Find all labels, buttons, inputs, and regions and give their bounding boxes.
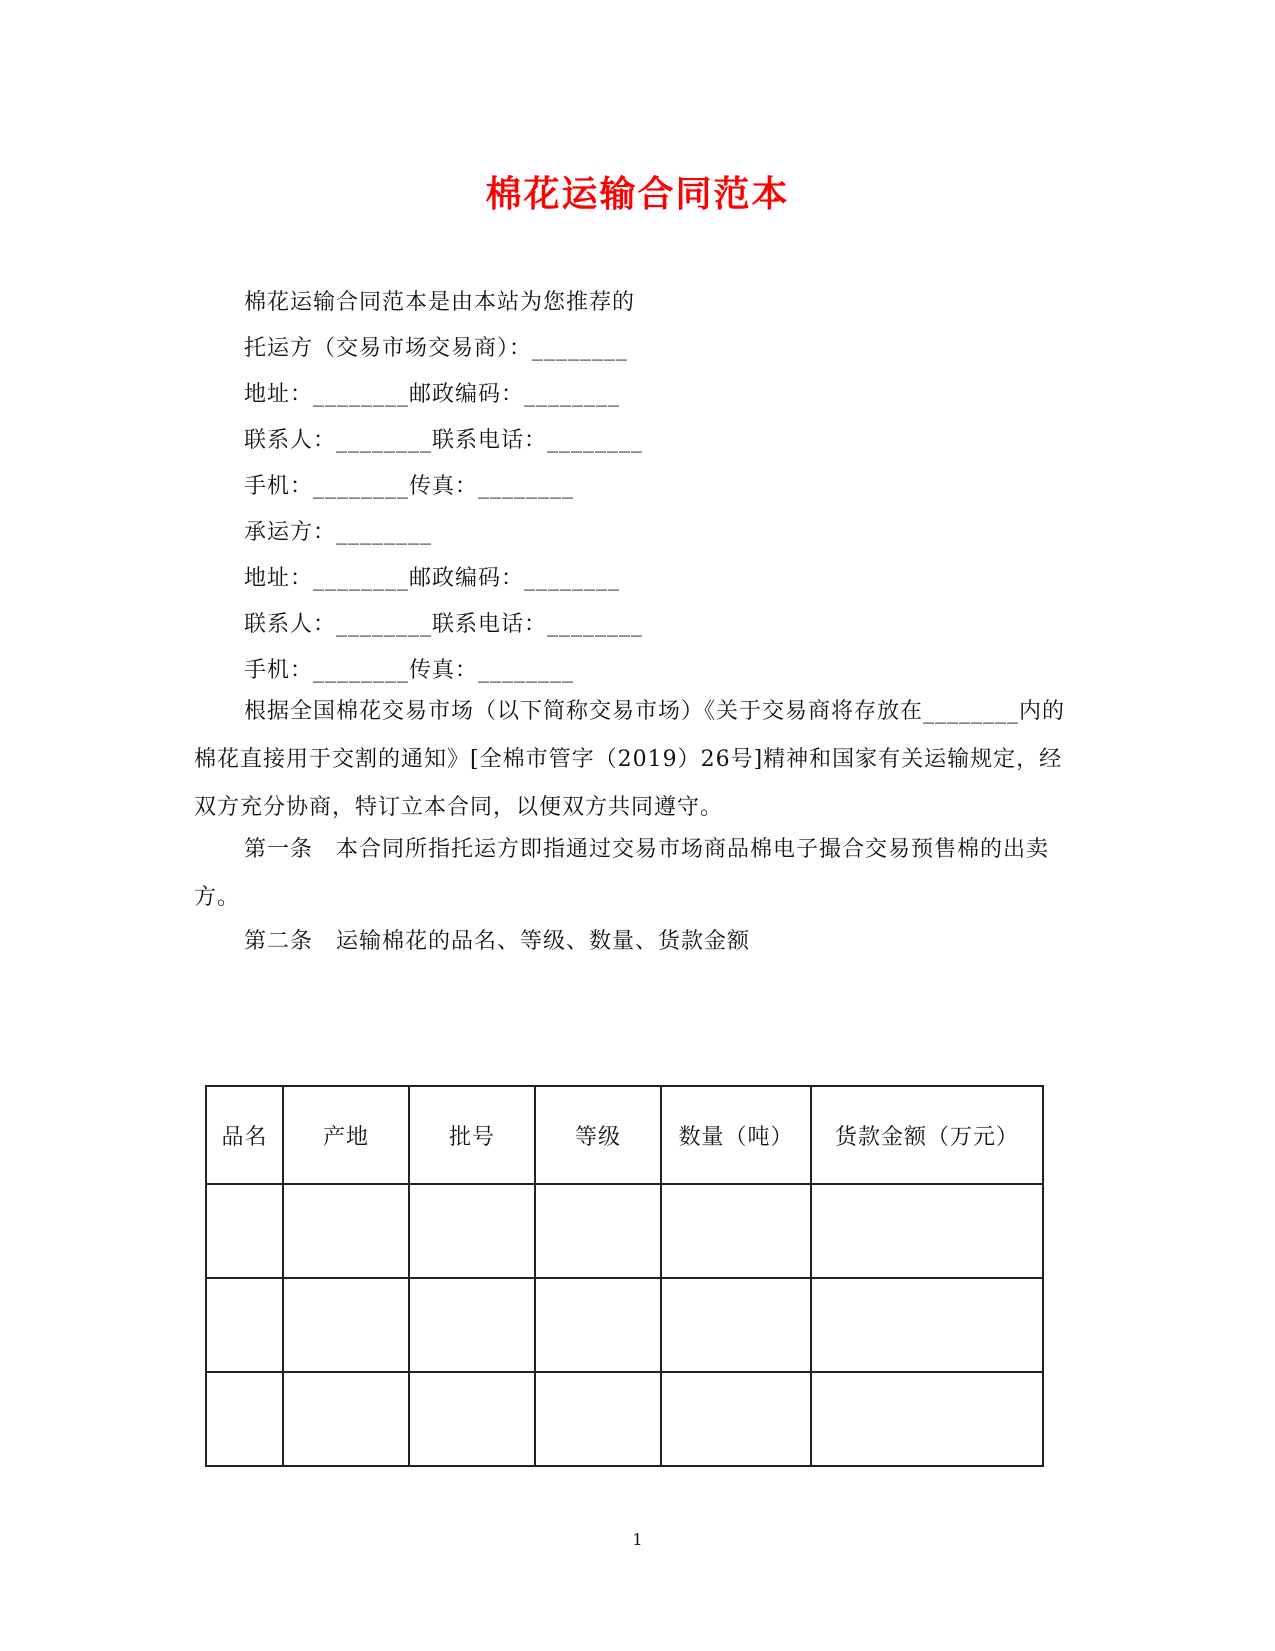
carrier-header: 承运方：________ [244, 520, 433, 545]
table-cell [283, 1372, 409, 1466]
table-cell [535, 1184, 661, 1278]
table-cell [409, 1184, 535, 1278]
header-grade: 等级 [535, 1086, 661, 1184]
article-1: 第一条 本合同所指托运方即指通过交易市场商品棉电子撮合交易预售棉的出卖方。 [194, 837, 1050, 910]
table-cell [206, 1278, 283, 1372]
table-cell [283, 1184, 409, 1278]
table-row [206, 1184, 1043, 1278]
table-cell [535, 1372, 661, 1466]
table-cell [283, 1278, 409, 1372]
table-cell [409, 1278, 535, 1372]
table-cell [535, 1278, 661, 1372]
basis-paragraph: 根据全国棉花交易市场（以下简称交易市场）《关于交易商将存放在________内的棉花直接用于交割的通知》[全棉市管字（2019）26号]精神和国家有关运输规定，经双方充分协商，特订立本合同，以便双方共同遵守。 [194, 699, 1066, 820]
intro-line: 棉花运输合同范本是由本站为您推荐的 [244, 290, 636, 315]
table-cell [206, 1184, 283, 1278]
shipper-phone: 手机：________传真：________ [244, 474, 575, 499]
table-cell [811, 1184, 1043, 1278]
carrier-phone: 手机：________传真：________ [244, 658, 575, 683]
header-product-name: 品名 [206, 1086, 283, 1184]
table-cell [409, 1372, 535, 1466]
table-cell [661, 1278, 811, 1372]
table-cell [206, 1372, 283, 1466]
table-header-row [206, 1086, 1043, 1184]
table-cell [811, 1278, 1043, 1372]
table-row [206, 1372, 1043, 1466]
table-cell [661, 1372, 811, 1466]
table-cell [811, 1372, 1043, 1466]
carrier-address: 地址：________邮政编码：________ [244, 566, 621, 591]
document-title: 棉花运输合同范本 [485, 173, 790, 215]
article-2: 第二条 运输棉花的品名、等级、数量、货款金额 [244, 929, 751, 954]
page-number: 1 [632, 1530, 643, 1549]
table-row [206, 1278, 1043, 1372]
shipper-header: 托运方（交易市场交易商）：________ [244, 336, 629, 361]
cotton-table [205, 1085, 1030, 1467]
header-amount: 货款金额（万元） [811, 1086, 1043, 1184]
shipper-address: 地址：________邮政编码：________ [244, 382, 621, 407]
table-cell [661, 1184, 811, 1278]
header-quantity: 数量（吨） [661, 1086, 811, 1184]
shipper-contact: 联系人：________联系电话：________ [244, 428, 644, 453]
carrier-contact: 联系人：________联系电话：________ [244, 612, 644, 637]
header-batch-number: 批号 [409, 1086, 535, 1184]
header-origin: 产地 [283, 1086, 409, 1184]
